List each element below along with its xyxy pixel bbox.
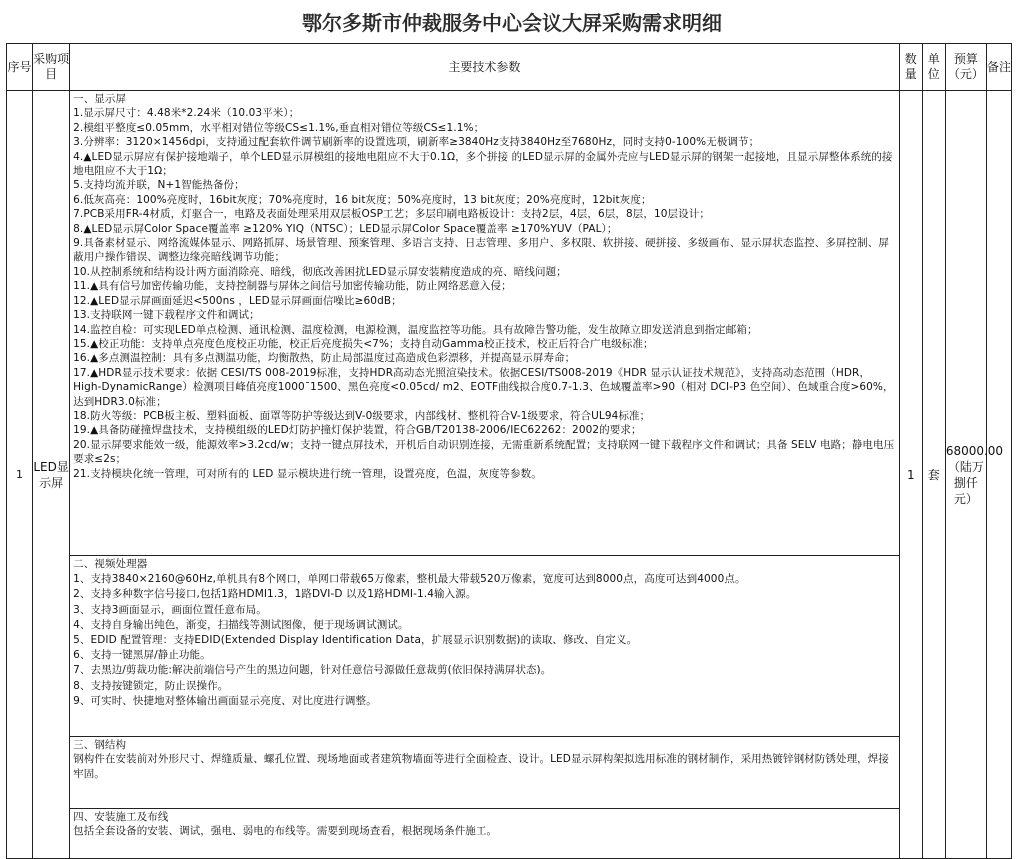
spec-line: 1、支持3840×2160@60Hz,单机具有8个网口，单网口带载65万像素，整机最大带载520万像素，宽度可达到8000点，高度可达到4000点。 (73, 573, 746, 586)
spec-line: 13.支持联网一键下载程序文件和调试； (73, 309, 260, 322)
section-heading: 一、显示屏 (73, 93, 127, 105)
row-index: 1 (7, 91, 33, 859)
spec-line: 包括全套设备的安装、调试，强电、弱电的布线等。需要到现场查看，根据现场条件施工。 (73, 825, 498, 838)
spec-line: 3、支持3画面显示，画面位置任意布局。 (73, 603, 267, 616)
spec-section-3 (70, 737, 899, 809)
spec-line: 9.具备素材显示、网络流媒体显示、网路抓屏、场景管理、预案管理、多语言支持、日志管理、多用户、多权限、软拼接、硬拼接、多级画布、显示屏状态监控、多屏控制、屏蔽用户操作错误、调整边缘亮暗线调节功能； (73, 237, 889, 264)
spec-line: 5、EDID 配置管理：支持EDID(Extended Display Identification Data，扩展显示识别数据)的读取、修改、自定义。 (73, 634, 638, 647)
row-unit: 套 (922, 91, 945, 859)
spec-line: 4、支持自身输出纯色，渐变，扫描线等测试图像，便于现场调试测试。 (73, 618, 409, 631)
spec-line: 18.防火等级：PCB板主板、塑料面板、面罩等防护等级达到V-0级要求，内部线材、整机符合V-1级要求，符合UL94标准； (73, 409, 651, 422)
spec-line: 12.▲LED显示屏画面延迟<500ns ，LED显示屏画面信噪比≥60dB； (73, 294, 402, 307)
spec-line: 15.▲校正功能：支持单点亮度色度校正功能，校正后亮度损失<7%；支持自动Gamma校正技术，校正后符合广电级标准； (73, 337, 654, 350)
spec-line: 17.▲HDR显示技术要求：依据 CESI/TS 008-2019标准，支持HDR高动态光照渲染技术。依据CESI/TS008-2019《HDR 显示认证技术规范》，支持高动态范围（HDR，High-DynamicRange）检测项目峰值亮度1000¯1500、黑色亮度<0.05cd/ m2、EOTF曲线拟合度0.7-1.3、色域覆盖率>90（相对 DCI-P3 色空间）、色域重合度>60%，达到HDR3.0标准； (73, 366, 894, 408)
header-unit: 单位 (922, 44, 945, 91)
header-qty: 数量 (899, 44, 922, 91)
spec-line: 6、支持一键黑屏/静止功能。 (73, 649, 211, 662)
header-note: 备注 (986, 44, 1011, 91)
spec-line: 3.分辨率：3120×1456dpi，支持通过配套软件调节刷新率的设置选项，刷新率≥3840Hz支持3840Hz至7680Hz，同时支持0-100%无极调节； (73, 136, 760, 149)
requirements-table (6, 43, 1012, 859)
spec-line: 2.模组平整度≤0.05mm，水平相对错位等级CS≤1.1%,垂直相对错位等级CS≤1.1%； (73, 121, 485, 134)
header-budget: 预算（元） (945, 44, 986, 91)
spec-section-4 (70, 809, 899, 858)
row-qty: 1 (899, 91, 922, 859)
spec-line: 5.支持均流并联，N+1智能热备份； (73, 179, 245, 192)
header-spec: 主要技术参数 (70, 44, 900, 91)
spec-line: 20.显示屏要求能效一级，能源效率>3.2cd/w；支持一键点屏技术，开机后自动识别连接，无需重新系统配置；支持联网一键下载程序文件和调试；具备 SELV 电路；静电电压要求≤2s； (73, 438, 895, 466)
spec-line: 14.监控自检：可实现LED单点检测、通讯检测、温度检测，电源检测，温度监控等功能。具有故障告警功能，发生故障立即发送消息到指定邮箱； (73, 323, 758, 336)
spec-line: 21.支持模块化统一管理，可对所有的 LED 显示模块进行统一管理，设置亮度，色温，灰度等参数。 (73, 467, 542, 480)
spec-line: 16.▲多点测温控制：具有多点测温功能，均衡散热，防止局部温度过高造成色彩漂移，并提高显示屏寿命； (73, 352, 576, 365)
spec-cell (70, 91, 900, 859)
spec-line: 6.低灰高亮：100%亮度时，16bit灰度；70%亮度时，16 bit灰度；50%亮度时，13 bit灰度；20%亮度时，12bit灰度； (73, 193, 652, 206)
section-heading: 二、视频处理器 (73, 558, 148, 570)
spec-line: 7.PCB采用FR-4材质，灯驱合一，电路及表面处理采用双层板OSP工艺；多层印刷电路板设计：支持2层，4层，6层，8层，10层设计； (73, 208, 710, 221)
spec-sections (70, 91, 899, 858)
section-heading: 三、钢结构 (73, 739, 127, 751)
spec-line: 1.显示屏尺寸：4.48米*2.24米（10.03平米）； (73, 107, 300, 120)
spec-line: 8、支持按键锁定，防止误操作。 (73, 679, 229, 692)
header-item: 采购项目 (33, 44, 70, 91)
table-row (7, 91, 1012, 859)
row-item: LED显示屏 (33, 91, 70, 859)
spec-line: 8.▲LED显示屏Color Space覆盖率 ≥120% YIQ（NTSC）；LED显示屏Color Space覆盖率 ≥170%YUV（PAL）； (73, 222, 618, 235)
spec-line: 4.▲LED显示屏应有保护接地端子，单个LED显示屏模组的接地电阻应不大于0.1Ω，多个拼接 的LED显示屏的金属外壳应与LED显示屏的钢架一起接地，且显示屏整体系统的接地电阻应不大于1Ω； (73, 150, 893, 178)
table-header-row (7, 44, 1012, 91)
spec-line: 10.从控制系统和结构设计两方面消除亮、暗线，彻底改善困扰LED显示屏安装精度造成的亮、暗线问题； (73, 265, 567, 278)
spec-line: 11.▲具有信号加密传输功能，支持控制器与屏体之间信号加密传输功能，防止网络恶意入侵； (73, 280, 512, 293)
header-index: 序号 (7, 44, 33, 91)
spec-line: 9、可实时、快捷地对整体输出画面显示亮度、对比度进行调整。 (73, 694, 377, 707)
spec-section-2 (70, 556, 899, 737)
row-budget: 68000.00（陆万捌仟元） (945, 91, 986, 859)
spec-line: 钢构件在安装前对外形尺寸、焊缝质量、螺孔位置、现场地面或者建筑物墙面等进行全面检查、设计。LED显示屏构架拟选用标准的钢材制作，采用热镀锌钢材防锈处理，焊接牢固。 (73, 753, 889, 780)
spec-line: 19.▲具备防碰撞焊盘技术，支持模组级的LED灯防护撞灯保护装置，符合GB/T20138-2006/IEC62262：2002的要求； (73, 424, 642, 437)
spec-line: 7、去黑边/剪裁功能:解决前端信号产生的黑边问题，针对任意信号源做任意裁剪(依旧保持满屏状态)。 (73, 664, 552, 677)
spec-section-1 (70, 91, 899, 556)
row-note (986, 91, 1011, 859)
spec-line: 2、支持多种数字信号接口,包括1路HDMI1.3，1路DVI-D 以及1路HDMI-1.4输入源。 (73, 588, 477, 601)
section-heading: 四、安装施工及布线 (73, 811, 169, 823)
page-title: 鄂尔多斯市仲裁服务中心会议大屏采购需求明细 (302, 11, 722, 35)
